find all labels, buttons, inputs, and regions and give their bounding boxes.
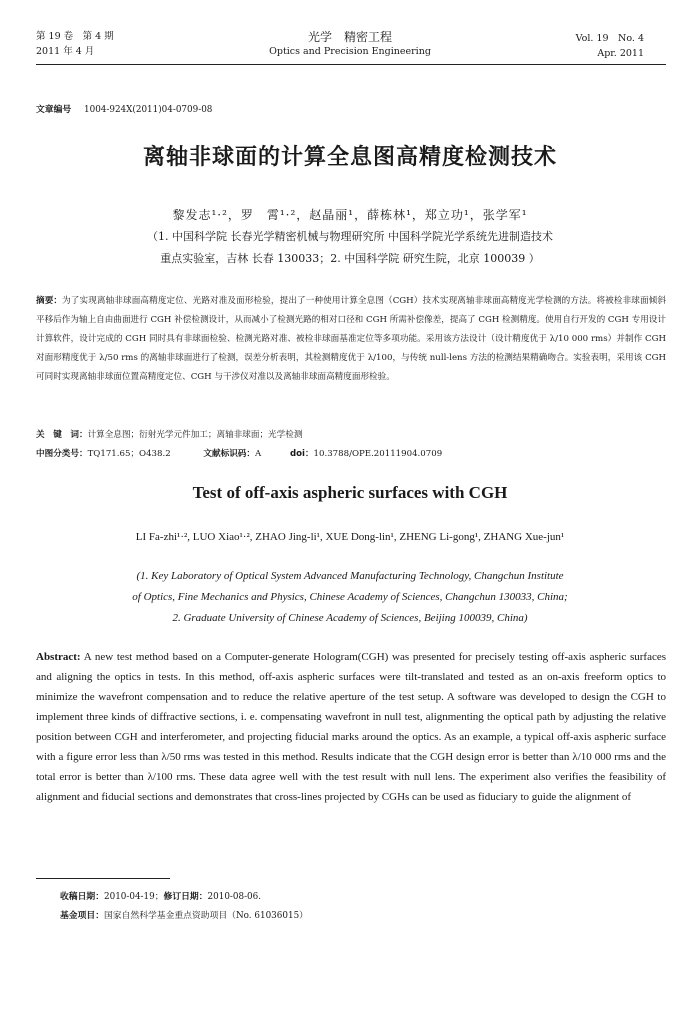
abstract-en-label: Abstract: xyxy=(36,651,81,663)
keywords-cn-text: 计算全息图；衍射光学元件加工；离轴非球面；光学检测 xyxy=(87,430,303,440)
revised-value: 2010-08-06. xyxy=(207,892,262,902)
article-number-value: 1004-924X(2011)04-0709-08 xyxy=(84,105,213,115)
header-journal-cn: 光学 精密工程 xyxy=(307,30,392,44)
abstract-cn-label: 摘要： xyxy=(36,296,63,306)
abstract-cn xyxy=(36,292,666,387)
affiliation-en-line1: (1. Key Laboratory of Optical System Advanced Manufacturing Technology, Changchun Institute xyxy=(136,570,564,582)
header-date-cn: 2011 年 4 月 xyxy=(36,46,95,57)
authors-en: LI Fa-zhi¹·², LUO Xiao¹·², ZHAO Jing-li¹, XUE Dong-lin¹, ZHENG Li-gong¹, ZHANG Xue-jun¹ xyxy=(135,531,565,543)
header-date-en: Apr. 2011 xyxy=(597,48,644,59)
affiliation-cn-line1: （1. 中国科学院 长春光学精密机械与物理研究所 中国科学院光学系统先进制造技术 xyxy=(147,230,553,243)
fund-value: 国家自然科学基金重点资助项目（No. 61036015） xyxy=(104,911,308,921)
header-volume-cn: 第 19 卷 第 4 期 xyxy=(36,31,114,42)
title-en: Test of off-axis aspheric surfaces with CGH xyxy=(192,483,508,502)
article-number-label: 文章编号 xyxy=(36,105,72,115)
abstract-cn-text: 为了实现离轴非球面高精度定位、光路对准及面形检验，提出了一种使用计算全息图（CGH）技术实现离轴非球面高精度光学检测的方法。将被检非球面倾斜平移后作为轴上自由曲面进行 CGH 补偿检测设计，从而减小了检测光路的相对口径和 CGH 所需补偿像差，提高了 CGH 检测精度。使用自行开发的 CGH 专用设计计算软件，设计完成的 CGH 同时具有非球面检验、检测光路对准、被检非球面基准定位等多项功能。采用该方法设计（设计精度优于 λ/10 000 rms）并制作 CGH 对面形精度优于 λ/50 rms 的离轴非球面进行了检测，误差分析表明，其检测精度优于 λ/100，与传统 null-lens 方法的检测结果精确吻合。实验表明，采用该 CGH 可同时实现离轴非球面位置高精度定位、CGH 与干涉仪对准以及离轴非球面高精度面形检验。 xyxy=(36,296,666,382)
title-cn: 离轴非球面的计算全息图高精度检测技术 xyxy=(142,145,557,170)
affiliation-en-line2: of Optics, Fine Mechanics and Physics, Chinese Academy of Sciences, Changchun 130033, China; xyxy=(132,591,568,603)
footnote-fund xyxy=(60,907,308,926)
affiliation-en-line3: 2. Graduate University of Chinese Academy of Sciences, Beijing 100039, China) xyxy=(172,612,528,624)
affiliation-cn-line2: 重点实验室，吉林 长春 130033；2. 中国科学院 研究生院，北京 100039 ） xyxy=(160,252,540,265)
header-rule xyxy=(36,64,666,65)
keywords-cn-label: 关 键 词： xyxy=(36,430,88,440)
doi-label: doi： xyxy=(289,449,314,459)
footnote-rule xyxy=(36,878,170,879)
header-journal-en: Optics and Precision Engineering xyxy=(269,46,431,57)
fund-label: 基金项目： xyxy=(60,911,104,921)
revised-label: 修订日期： xyxy=(163,892,208,902)
header-volume-en: Vol. 19 No. 4 xyxy=(575,33,644,44)
received-label: 收稿日期： xyxy=(60,892,104,902)
doc-code-value: A xyxy=(254,449,262,459)
clc-value: TQ171.65；O438.2 xyxy=(87,449,171,459)
classification-line xyxy=(36,445,666,464)
doi-value: 10.3788/OPE.20111904.0709 xyxy=(313,449,443,459)
abstract-en-text: A new test method based on a Computer-generate Hologram(CGH) was presented for precisely testing off-axis aspheric surfaces and aligning the optics in tests. In this method, off-axis aspheric surfaces were tilt-translated and tested as an on-axis freeform optics to minimize the wavefront compensation and to reduce the relative aperture of the test setup. A software was developed to design the CGH to implement three kinds of diffractive sections, i. e. compensating wavefront in null test, alignmenting the optical path by adjusting the relative position between CGH and interferometer, and projecting fiducial marks around the optics. As an example, a typical off-axis aspheric surface with a figure error less than λ/50 rms was tested in this method. Results indicate that the CGH design error is better than λ/10 000 rms and the total error is better than λ/100 rms. These data agree well with the test result with null lens. The experiment also verifies the feasibility of alignment and fiducial sections and demonstrates that cross-lines projected by CGHs can be used as fiduciary to guide the alignment of xyxy=(36,651,666,803)
abstract-en xyxy=(36,647,666,807)
authors-cn: 黎发志¹·²，罗 霄¹·²，赵晶丽¹，薛栋林¹，郑立功¹，张学军¹ xyxy=(172,208,528,222)
received-value: 2010-04-19； xyxy=(104,892,164,902)
article-number xyxy=(36,102,212,115)
doc-code-label: 文献标识码： xyxy=(203,449,255,459)
keywords-cn xyxy=(36,426,666,445)
footnote-dates xyxy=(60,888,261,907)
clc-label: 中图分类号： xyxy=(36,449,88,459)
